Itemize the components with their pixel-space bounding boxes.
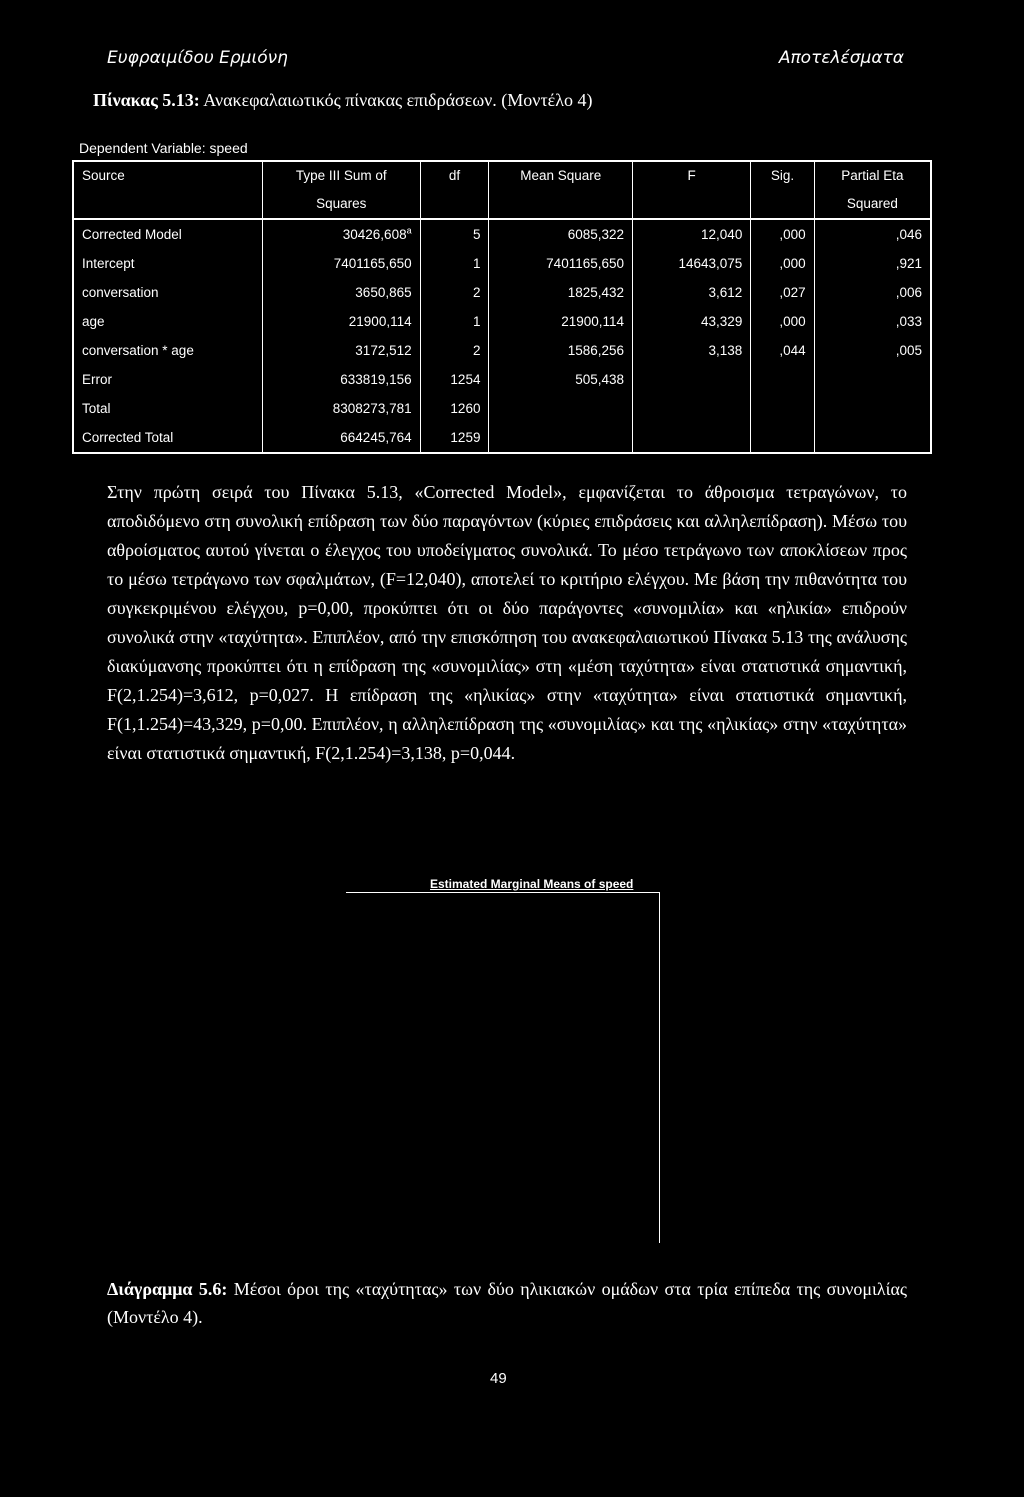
header-ms: Mean Square xyxy=(489,161,633,190)
cell-sig: ,000 xyxy=(751,249,814,278)
cell-ms xyxy=(489,423,633,453)
cell-ss xyxy=(262,219,420,249)
cell-df: 1254 xyxy=(420,365,489,394)
cell-df: 5 xyxy=(420,219,489,249)
cell-df: 2 xyxy=(420,336,489,365)
cell-df: 1259 xyxy=(420,423,489,453)
header-source-2 xyxy=(73,190,262,219)
table-row xyxy=(73,249,931,278)
header-sig-2 xyxy=(751,190,814,219)
cell-ms xyxy=(489,394,633,423)
chart-frame xyxy=(346,892,660,1243)
table-row xyxy=(73,278,931,307)
cell-df: 2 xyxy=(420,278,489,307)
cell-source: Intercept xyxy=(73,249,262,278)
cell-f xyxy=(633,394,751,423)
cell-df: 1 xyxy=(420,307,489,336)
table-caption-label: Πίνακας 5.13: xyxy=(93,90,200,110)
cell-ss-value: 30426,608 xyxy=(342,227,407,242)
cell-eta xyxy=(814,365,931,394)
cell-f xyxy=(633,423,751,453)
header-ms-2 xyxy=(489,190,633,219)
cell-eta: ,006 xyxy=(814,278,931,307)
cell-ms: 1586,256 xyxy=(489,336,633,365)
header-sig: Sig. xyxy=(751,161,814,190)
table-row xyxy=(73,219,931,249)
cell-ms: 7401165,650 xyxy=(489,249,633,278)
cell-ms: 6085,322 xyxy=(489,219,633,249)
cell-f: 12,040 xyxy=(633,219,751,249)
cell-ss-footnote: a xyxy=(406,225,412,236)
cell-eta: ,046 xyxy=(814,219,931,249)
figure-caption-text: Μέσοι όροι της «ταχύτητας» των δύο ηλικιακών ομάδων στα τρία επίπεδα της συνομιλίας (Μοντέλο 4). xyxy=(107,1279,908,1327)
header-eta: Partial Eta xyxy=(814,161,931,190)
cell-sig: ,027 xyxy=(751,278,814,307)
header-ss: Type III Sum of xyxy=(262,161,420,190)
cell-ss: 3650,865 xyxy=(262,278,420,307)
paragraph-text: Στην πρώτη σειρά του Πίνακα 5.13, «Corrected Model», εμφανίζεται το άθροισμα τετραγώνων, το αποδιδόμενο στη συνολική επίδραση των δύο παραγόντων (κύριες επιδράσεις και αλληλεπίδραση). Μέσω του αθροίσματος αυτού γίνεται ο έλεγχος του υποδείγματος συνολικά. Το μέσο τετράγωνο των αποκλίσεων προς το μέσω τετράγωνο των σφαλμάτων, (F=12,040), αποτελεί το κριτήριο ελέγχου. Με βάση την πιθανότητα του συγκεκριμένου ελέγχου, p=0,00, προκύπτει ότι οι δύο παράγοντες «συνομιλία» και «ηλικία» επιδρούν συνολικά στην «ταχύτητα». Επιπλέον, από την επισκόπηση του ανακεφαλαιωτικού Πίνακα 5.13 της ανάλυσης διακύμανσης προκύπτει ότι η επίδραση της «συνομιλίας» στη «μέση ταχύτητα» είναι στατιστικά σημαντική, F(2,1.254)=3,612, p=0,027. Η επίδραση της «ηλικίας» στην «ταχύτητα» είναι στατιστικά σημαντική, F(1,1.254)=43,329, p=0,00. Επιπλέον, η αλληλεπίδραση της «συνομιλίας» και της «ηλικίας» στην «ταχύτητα» είναι στατιστικά σημαντική, F(2,1.254)=3,138, p=0,044. xyxy=(107,482,907,763)
cell-ss: 664245,764 xyxy=(262,423,420,453)
header-source: Source xyxy=(73,161,262,190)
cell-ss: 3172,512 xyxy=(262,336,420,365)
cell-df: 1260 xyxy=(420,394,489,423)
cell-sig: ,000 xyxy=(751,219,814,249)
header-df: df xyxy=(420,161,489,190)
page-number: 49 xyxy=(490,1370,507,1387)
header-section: Αποτελέσματα xyxy=(778,48,904,68)
header-ss-2: Squares xyxy=(262,190,420,219)
figure-caption xyxy=(107,1275,907,1331)
cell-f xyxy=(633,365,751,394)
cell-f: 3,138 xyxy=(633,336,751,365)
table-caption xyxy=(93,90,592,111)
chart-title: Estimated Marginal Means of speed xyxy=(430,877,634,891)
cell-df: 1 xyxy=(420,249,489,278)
table-row xyxy=(73,336,931,365)
table-caption-text: Ανακεφαλαιωτικός πίνακας επιδράσεων. (Μοντέλο 4) xyxy=(203,90,593,110)
cell-eta: ,921 xyxy=(814,249,931,278)
figure-caption-label: Διάγραμμα 5.6: xyxy=(107,1279,228,1299)
cell-source: age xyxy=(73,307,262,336)
cell-source: Corrected Total xyxy=(73,423,262,453)
cell-source: Corrected Model xyxy=(73,219,262,249)
table-row xyxy=(73,423,931,453)
header-f: F xyxy=(633,161,751,190)
cell-eta: ,005 xyxy=(814,336,931,365)
cell-eta xyxy=(814,423,931,453)
cell-source: conversation * age xyxy=(73,336,262,365)
body-paragraph xyxy=(107,478,907,768)
cell-sig: ,044 xyxy=(751,336,814,365)
cell-ms: 1825,432 xyxy=(489,278,633,307)
cell-ms: 505,438 xyxy=(489,365,633,394)
cell-f: 43,329 xyxy=(633,307,751,336)
cell-ms: 21900,114 xyxy=(489,307,633,336)
header-eta-2: Squared xyxy=(814,190,931,219)
cell-source: Total xyxy=(73,394,262,423)
cell-f: 3,612 xyxy=(633,278,751,307)
header-df-2 xyxy=(420,190,489,219)
cell-ss: 8308273,781 xyxy=(262,394,420,423)
cell-ss: 633819,156 xyxy=(262,365,420,394)
anova-table xyxy=(72,160,932,454)
cell-eta xyxy=(814,394,931,423)
dependent-variable-label: Dependent Variable: speed xyxy=(79,140,248,156)
table-header-row xyxy=(73,161,931,190)
cell-sig xyxy=(751,423,814,453)
header-author: Ευφραιμίδου Ερμιόνη xyxy=(107,48,288,68)
cell-sig: ,000 xyxy=(751,307,814,336)
cell-eta: ,033 xyxy=(814,307,931,336)
table-row xyxy=(73,394,931,423)
table-row xyxy=(73,307,931,336)
table-row xyxy=(73,365,931,394)
cell-f: 14643,075 xyxy=(633,249,751,278)
cell-source: Error xyxy=(73,365,262,394)
cell-source: conversation xyxy=(73,278,262,307)
cell-ss: 21900,114 xyxy=(262,307,420,336)
header-f-2 xyxy=(633,190,751,219)
cell-sig xyxy=(751,394,814,423)
table-header-row-2 xyxy=(73,190,931,219)
cell-sig xyxy=(751,365,814,394)
cell-ss: 7401165,650 xyxy=(262,249,420,278)
